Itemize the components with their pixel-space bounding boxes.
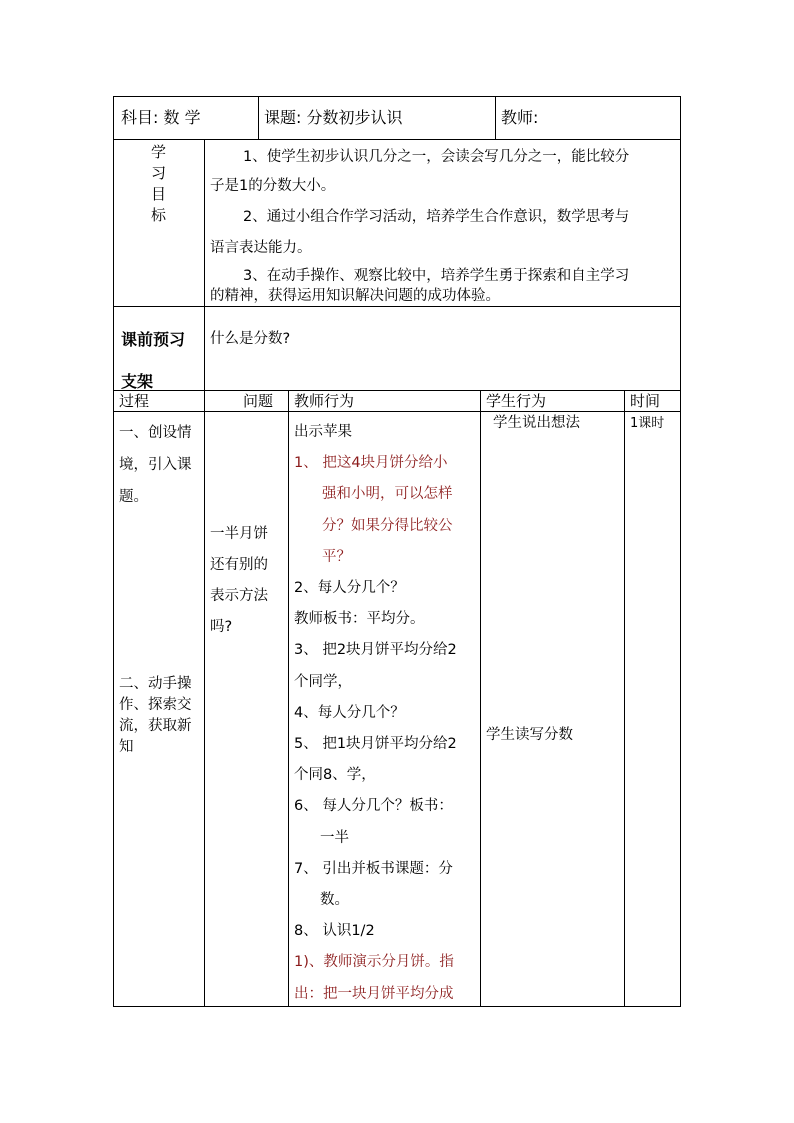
col-header-student: 学生行为 <box>486 392 547 410</box>
process-step-2: 二、动手操 作、探索交 流，获取新 知 <box>119 676 192 755</box>
col-header-process: 过程 <box>119 392 150 410</box>
teacher-line: 一半 <box>320 829 349 846</box>
teacher-line: 4、每人分几个？ <box>294 704 405 721</box>
teacher-line: 6、 每人分几个？板书： <box>294 798 453 815</box>
goal-line: 3、在动手操作、观察比较中，培养学生勇于探索和自主学习 <box>243 268 630 284</box>
question-text: 一半月饼 还有别的 表示方法 吗? <box>210 526 268 635</box>
col-header-question: 问题 <box>243 392 274 410</box>
table-border-left <box>113 96 114 1007</box>
col-header-time: 时间 <box>630 392 661 410</box>
teacher-line: 8、 认识1/2 <box>294 923 375 940</box>
row-divider <box>113 390 681 391</box>
teacher-line: 个同学， <box>294 673 352 690</box>
table-border-right <box>680 96 681 1007</box>
teacher-line: 强和小明，可以怎样 <box>322 486 453 503</box>
row-divider <box>113 139 681 140</box>
teacher-line: 出示苹果 <box>294 424 352 440</box>
goal-line: 子是1的分数大小。 <box>210 178 336 194</box>
teacher-line: 数。 <box>320 892 349 909</box>
topic-label: 课题: 分数初步认识 <box>264 108 403 127</box>
goal-line: 1、使学生初步认识几分之一，会读会写几分之一，能比较分 <box>243 149 630 165</box>
preview-label: 课前预习 支架 <box>121 330 186 391</box>
teacher-line: 5、 把1块月饼平均分给2 <box>294 736 457 753</box>
subject-label: 科目: 数 学 <box>121 108 201 127</box>
col-divider <box>624 390 625 1006</box>
lesson-plan-table <box>113 96 681 1007</box>
goal-line: 的精神，获得运用知识解决问题的成功体验。 <box>210 288 500 304</box>
process-step-1: 一、创设情 境，引入课 题。 <box>119 425 192 505</box>
col-divider <box>495 96 496 139</box>
teacher-actions <box>294 417 457 1010</box>
teacher-label: 教师: <box>501 108 539 127</box>
col-divider <box>288 390 289 1006</box>
student-action-1: 学生说出想法 <box>493 415 580 431</box>
row-divider <box>113 306 681 307</box>
teacher-line: 7、 引出并板书课题：分 <box>294 860 453 877</box>
teacher-line: 出：把一块月饼平均分成 <box>294 985 454 1002</box>
teacher-line: 3、 把2块月饼平均分给2 <box>294 642 457 659</box>
time-value: 1课时 <box>630 416 665 431</box>
student-action-2: 学生读写分数 <box>486 727 573 743</box>
teacher-line: 平？ <box>322 548 351 565</box>
teacher-line: 个同8、学， <box>294 767 376 784</box>
row-divider <box>113 411 681 412</box>
goal-line: 2、通过小组合作学习活动，培养学生合作意识，数学思考与 <box>243 209 630 225</box>
teacher-line: 2、每人分几个？ <box>294 580 405 597</box>
teacher-line: 1)、教师演示分月饼。指 <box>294 954 454 971</box>
teacher-line: 分？如果分得比较公 <box>322 517 453 534</box>
goals-label: 学 习 目 标 <box>151 143 167 224</box>
teacher-line: 教师板书：平均分。 <box>294 611 425 628</box>
col-divider <box>480 390 481 1006</box>
col-header-teacher: 教师行为 <box>294 392 355 410</box>
preview-content: 什么是分数? <box>210 331 291 347</box>
col-divider <box>258 96 259 139</box>
col-divider <box>204 139 205 1006</box>
teacher-line: 1、 把这4块月饼分给小 <box>294 455 448 472</box>
table-border-top <box>113 96 681 97</box>
goal-line: 语言表达能力。 <box>210 240 312 256</box>
